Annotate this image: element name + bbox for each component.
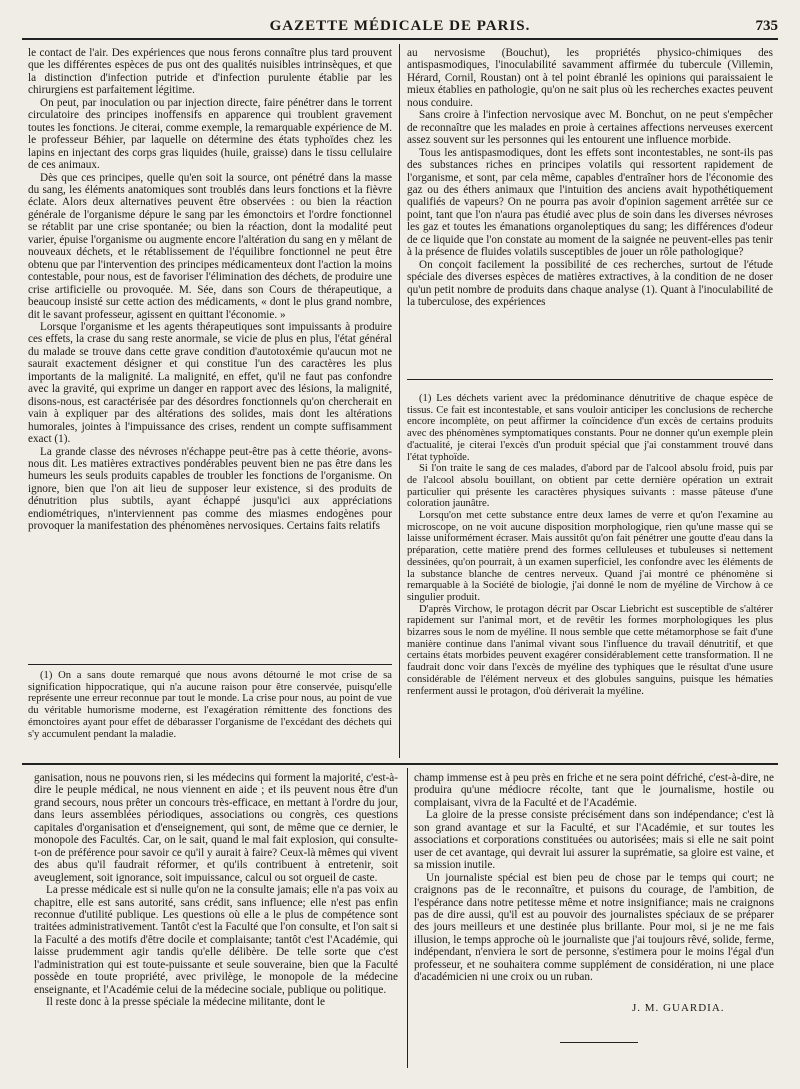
paragraph: Sans croire à l'infection nervosique avec M. Bonchut, on ne peut s'empêcher de reconnaître que les malades en proie à certaines affections nerveuses exercent assez souvent sur les personnes qui les entourent une influence morbide. bbox=[407, 109, 773, 147]
page-number: 735 bbox=[755, 18, 778, 34]
column-divider-bottom bbox=[407, 768, 408, 1068]
left-column-top bbox=[28, 47, 392, 657]
paragraph: au nervosisme (Bouchut), les propriétés physico-chimiques des antispasmodiques, l'inoculabilité savamment affirmée du tubercule (Villemin, Hérard, Cornil, Roustan) ont à tel point ébranlé les opinions qui paraissaient le mieux établies en pathologie, qu'on ne sait plus où les recherches exactes peuvent nous conduire. bbox=[407, 47, 773, 109]
paragraph: Lorsque l'organisme et les agents thérapeutiques sont impuissants à produire ces effets, la crase du sang reste anormale, se vicie de plus en plus, l'état général du malade se trouve dans cette grave condition d'autotoxémie qu'aucun mot ne saurait exactement désigner et qui constitue l'un des caractères les plus importants de la malignité. La malignité, en effet, qu'il ne faut pas confondre avec la gravité, qui exprime un danger en rapport avec des lésions, la malignité, disons-nous, est caractérisée par des désordres fonctionnels qu'on chercherait en vain à expliquer par des altérations des solides, mais dont les altérations humorales, jointes à l'impuissance des crises, rendent un compte suffisamment exact (1). bbox=[28, 320, 392, 446]
footnote: (1) On a sans doute remarqué que nous avons détourné le mot crise de sa signification hippocratique, qui n'a aucune raison pour être conservée, puisqu'elle représente une erreur reconnue par tout le monde. La crise pour nous, au point de vue du véritable humorisme moderne, est l'exagération rémittente des fonctions des émonctoires ayant pour effet de débarasser l'organisme de l'excédant des déchets qui s'y accumulent pendant la maladie. bbox=[28, 670, 392, 740]
journal-title: GAZETTE MÉDICALE DE PARIS. bbox=[269, 18, 531, 34]
footnote-right bbox=[407, 393, 773, 755]
paragraph: La gloire de la presse consiste précisément dans son indépendance; c'est là son grand avantage et sur la Faculté, et sur l'Académie, et sur toutes les associations et corporations constituées ou autorisées; mais si elle ne sait point user de cet avantage, qui devrait lui assurer la suprématie, sa gloire est vaine, et sa mission inutile. bbox=[414, 809, 774, 872]
left-column-bottom bbox=[34, 772, 398, 1072]
footnote-rule-right bbox=[407, 379, 773, 380]
footnote-rule-left bbox=[28, 664, 392, 665]
right-column-top bbox=[407, 47, 773, 373]
footnote-left bbox=[28, 670, 392, 756]
paragraph: Tous les antispasmodiques, dont les effets sont incontestables, ne sont-ils pas des substances riches en principes volatils qui ressortent rapidement de l'organisme, et sont, par cela même, capables d'entraîner hors de l'économie des gaz ou des éthers animaux que l'intuition des anciens avait hypothétiquement qualifiés de vapeurs? On ne pourra pas avoir d'opinion sagement arrêtée sur ce point, tant que l'on n'aura pas étudié avec plus de soin dans les diverses névroses les gaz et toutes les émanations organoleptiques du sang; les différences d'odeur de ce liquide que l'on constate au moment de la saignée ne peuvent-elles pas tenir à la présence de fluides volatils susceptibles de jouer un rôle pathologique? bbox=[407, 146, 773, 259]
page-header bbox=[22, 14, 778, 40]
right-column-bottom bbox=[414, 772, 774, 994]
footnote: D'après Virchow, le protagon décrit par Oscar Liebricht est susceptible de s'altérer rapidement sur l'animal mort, et de revêtir les formes morphologiques les plus bizarres sous le nom de myéline. Il nous semble que cette métamorphose se fait d'une manière continue dans l'animal vivant sous l'influence du travail dénutritif, et que certains états morbides peuvent exagérer considérablement cette transformation. Il ne faudrait donc voir dans l'excès de myéline des typhiques que le résultat d'une usure considérable de l'élément nerveux et des globules sanguins, puisque les hématies renferment aussi le protagon, d'où dériverait la myéline. bbox=[407, 603, 773, 697]
paragraph: La grande classe des névroses n'échappe peut-être pas à cette théorie, avons-nous dit. Les matières extractives pondérables peuvent bien ne pas être dans les humeurs les seuls produits capables de troubler les fonctions de l'organisme. On ignore, bien que l'on ait lieu de supposer leur existence, si des produits de dénutrition plus subtils, ayant échappé jusqu'ici aux appréciations endiométriques, n'interviennent pas comme des miasmes endogènes pour provoquer la manifestation des phénomènes nervosiques. Certains faits relatifs bbox=[28, 445, 392, 533]
end-rule bbox=[560, 1042, 638, 1043]
paragraph: Dès que ces principes, quelle qu'en soit la source, ont pénétré dans la masse du sang, les éléments anatomiques sont troublés dans leurs fonctions et la fièvre éclate. Alors deux alternatives peuvent être observées : ou bien la réaction générale de l'organisme dépure le sang par les émonctoirs et l'ordre fonctionnel se rétablit par une crise spontanée; ou bien la réaction, dont la modalité peut varier, épuise l'organisme ou augmente encore l'altération du sang en y mêlant de nouveaux déchets, et le rétablissement de l'équilibre fonctionnel ne peut être obtenu que par l'intervention des principes médicamenteux dont l'action la moins contestable, pour nous, est de favoriser l'élimination des déchets, de produire une crise artificielle ou provoquée. M. Sée, dans son Cours de thérapeutique, a beaucoup insisté sur cette action des médicaments, « dont le plus grand nombre, dit le savant professeur, agissent en quittant l'économie. » bbox=[28, 171, 392, 321]
author-signature: J. M. GUARDIA. bbox=[632, 1002, 725, 1014]
footnote: Si l'on traite le sang de ces malades, d'abord par de l'alcool absolu froid, puis par de l'alcool absolu bouillant, on obtient par cette dernière opération un extrait particulier qui présente les caractères physiques suivants : masse pâteuse d'une coloration jaunâtre. bbox=[407, 463, 773, 510]
paragraph: On peut, par inoculation ou par injection directe, faire pénétrer dans le torrent circulatoire des principes inoffensifs en apparence qui troublent gravement toutes les fonctions. Je citerai, comme exemple, la remarquable expérience de M. le professeur Béhier, par laquelle on détermine des états typhoïdes chez les lapins en injectant des corps gras liquides (huile, graisse) dans le tissu cellulaire de ces animaux. bbox=[28, 96, 392, 172]
footnote: (1) Les déchets varient avec la prédominance dénutritive de chaque espèce de tissus. Ce fait est incontestable, et sans vouloir anticiper les conclusions de recherche encore incomplète, on peut affirmer la coïncidence d'un excès de certains produits avec des phénomènes symptomatiques constants. Pour ne donner qu'un exemple plein d'actualité, je citerai l'excès d'un produit spécial que j'ai constamment trouvé dans l'état typhoïde. bbox=[407, 393, 773, 463]
paragraph: Il reste donc à la presse spéciale la médecine militante, dont le bbox=[46, 996, 325, 1009]
header-rule bbox=[22, 38, 778, 40]
section-divider bbox=[22, 763, 778, 765]
footnote: Lorsqu'on met cette substance entre deux lames de verre et qu'on l'examine au microscope, on ne voit aucune disposition morphologique, rien qu'une masse qui se laisse uniformément écraser. Mais aussitôt qu'on fait pénétrer une goutte d'eau dans la préparation, cette matière prend des formes celluleuses et tubuleuses si nettement dessinées, qu'on pourrait, à un examen superficiel, les confondre avec les éléments de la substance blanche de centres nerveux. Quand j'ai montré ce phénomène si remarquable à la Société de biologie, j'ai donné le nom de myéline de Virchow à ce singulier produit. bbox=[407, 510, 773, 603]
paragraph: La presse médicale est si nulle qu'on ne la consulte jamais; elle n'a pas voix au chapitre, elle est sans autorité, sans crédit, sans influence; elle n'est pas enfin reconnue d'utilité publique. Les questions où elle a le plus de compétence sont traitées administrativement. Tantôt c'est la Faculté que l'on consulte, et l'on sait si la Faculté a des motifs d'être docile et complaisante; tantôt c'est l'Académie, qui laisse prudemment agir tandis qu'elle délibère. De telle sorte que c'est l'administration qui est toute-puissante et seule souveraine, bien que la Faculté possède en toute propriété, avec privilège, le monopole de la médecine enseignante, et l'Académie celui de la médecine sociale, publique ou politique. bbox=[34, 884, 398, 996]
paragraph: On conçoit facilement la possibilité de ces recherches, surtout de l'étude spéciale des diverses espèces de matières extractives, à la condition de ne doser qu'un petit nombre de produits dans chaque analyse (1). Quant à l'inoculabilité de la tuberculose, des expériences bbox=[407, 258, 773, 309]
paragraph: Un journaliste spécial est bien peu de chose par le temps qui court; ne craignons pas de le reconnaître, et puisons du courage, de l'ambition, de l'espérance dans notre petitesse même et notre insignifiance; mais ne craignons pas de dire aussi, qu'il est au pouvoir des journalistes spéciaux de se préparer des jours meilleurs et une destinée plus brillante. Pour moi, si je ne me fais illusion, le temps approche où le journaliste que j'ai toujours rêvé, solide, ferme, indépendant, n'enviera le sort de personne, s'estimera pour le moins l'égal d'un professeur, et ne souhaitera comme supplément de considération, ni une place d'académicien ni une croix ou un ruban. bbox=[414, 871, 774, 984]
column-divider-top bbox=[399, 44, 400, 758]
paragraph: le contact de l'air. Des expériences que nous ferons connaître plus tard prouvent que les différentes espèces de pus ont des qualités nuisibles intrinsèques, et que la distinction d'infection putride et d'infection purulente établie par les chirurgiens est parfaitement légitime. bbox=[28, 47, 392, 97]
paragraph: champ immense est à peu près en friche et ne sera point défriché, c'est-à-dire, ne produira qu'une médiocre récolte, tant que le journalisme, hostile ou complaisant, vivra de la Faculté et de l'Académie. bbox=[414, 772, 774, 809]
paragraph: ganisation, nous ne pouvons rien, si les médecins qui forment la majorité, c'est-à-dire le peuple médical, ne nous viennent en aide ; et ils peuvent nous être d'un grand secours, nous prêter un concours très-efficace, en mettant à l'ordre du jour, dans leurs assemblées périodiques, associations ou congrès, ces questions capitales d'organisation et d'enseignement, qui sont, de même que ce dernier, le monopole des Facultés. Car, on le sait, quand le mal fait explosion, qui consulte-t-on de préférence pour savoir ce qu'il y aurait à faire? Ceux-là mêmes qui vivent des abus qu'il faudrait réformer, et qu'ils contribuent à entretenir, soit aveuglement, soit ignorance, soit impuissance, calcul ou sot orgueil de caste. bbox=[34, 772, 398, 884]
